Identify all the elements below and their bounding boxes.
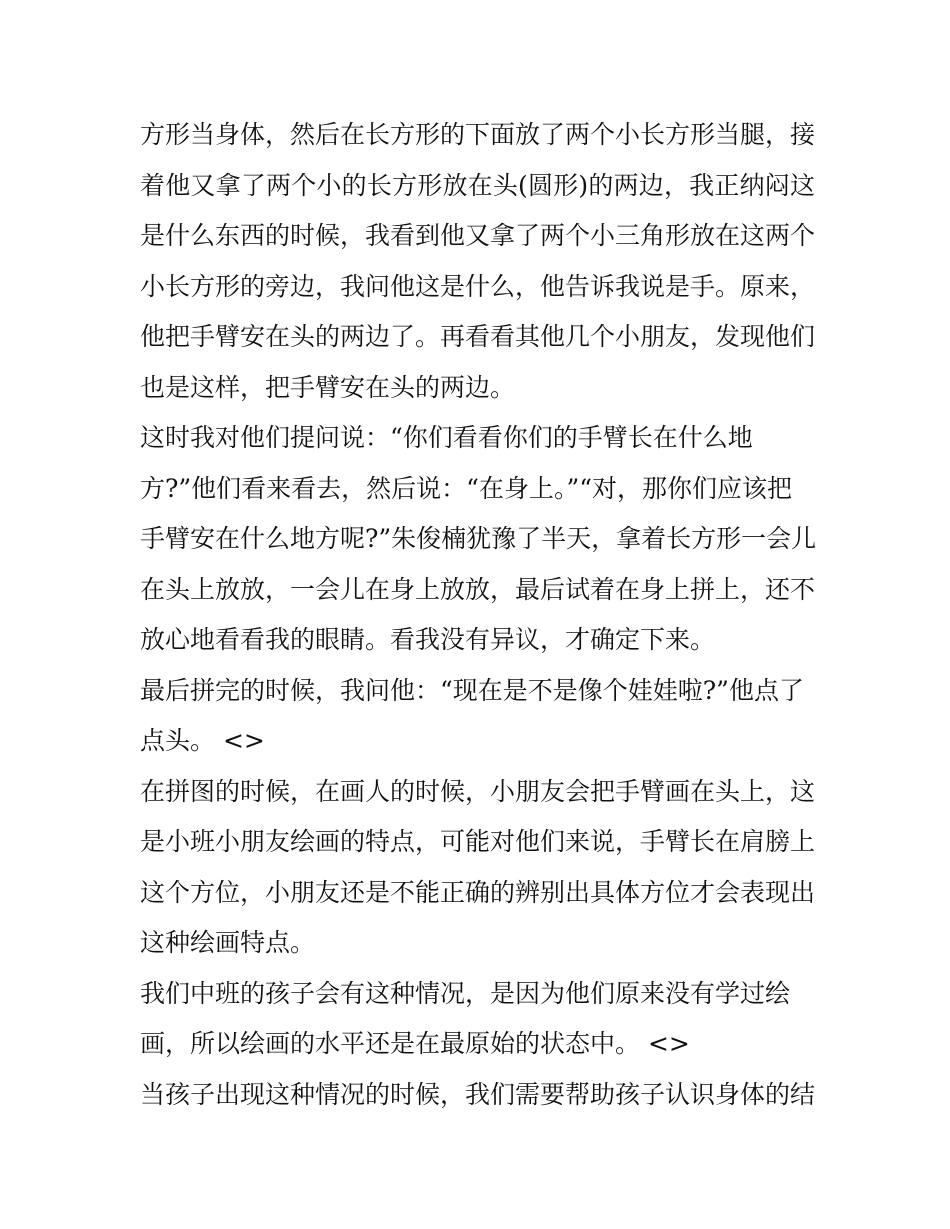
text-line: 小长方形的旁边，我问他这是什么，他告诉我说是手。原来， (140, 271, 816, 301)
text-line: 也是这样，把手臂安在头的两边。 (140, 372, 516, 402)
text-line: 在拼图的时候，在画人的时候，小朋友会把手臂画在头上，这 (140, 776, 816, 806)
text-line: 这时我对他们提问说：“你们看看你们的手臂长在什么地 (140, 423, 753, 452)
text-line: 他把手臂安在头的两边了。再看看其他几个小朋友，发现他们 (140, 322, 816, 351)
text-line: 方形当身体，然后在长方形的下面放了两个小长方形当腿，接 (140, 120, 816, 149)
text-line: 我们中班的孩子会有这种情况，是因为他们原来没有学过绘 (140, 978, 791, 1008)
text-line: 这种绘画特点。 (140, 928, 316, 957)
text-line: 放心地看看我的眼睛。看我没有异议，才确定下来。 (140, 625, 716, 654)
text-line: 最后拼完的时候，我问他：“现在是不是像个娃娃啦?”他点了 (140, 675, 804, 705)
text-line: 是什么东西的时候，我看到他又拿了两个小三角形放在这两个 (140, 221, 816, 250)
text-line: 画，所以绘画的水平还是在最原始的状态中。 <> (140, 1029, 690, 1058)
text-line: 手臂安在什么地方呢?”朱俊楠犹豫了半天，拿着长方形一会儿 (140, 524, 817, 553)
text-line: 点头。 <> (140, 726, 265, 755)
text-line: 在头上放放，一会儿在身上放放，最后试着在身上拼上，还不 (140, 574, 816, 604)
document-body (140, 110, 815, 1120)
text-line: 着他又拿了两个小的长方形放在头(圆形)的两边，我正纳闷这 (140, 170, 815, 200)
text-line: 这个方位，小朋友还是不能正确的辨别出具体方位才会表现出 (140, 877, 816, 907)
text-line: 方?”他们看来看去，然后说：“在身上。”“对，那你们应该把 (140, 473, 793, 503)
text-line: 是小班小朋友绘画的特点，可能对他们来说，手臂长在肩膀上 (140, 827, 816, 856)
text-line: 当孩子出现这种情况的时候，我们需要帮助孩子认识身体的结 (140, 1079, 816, 1109)
